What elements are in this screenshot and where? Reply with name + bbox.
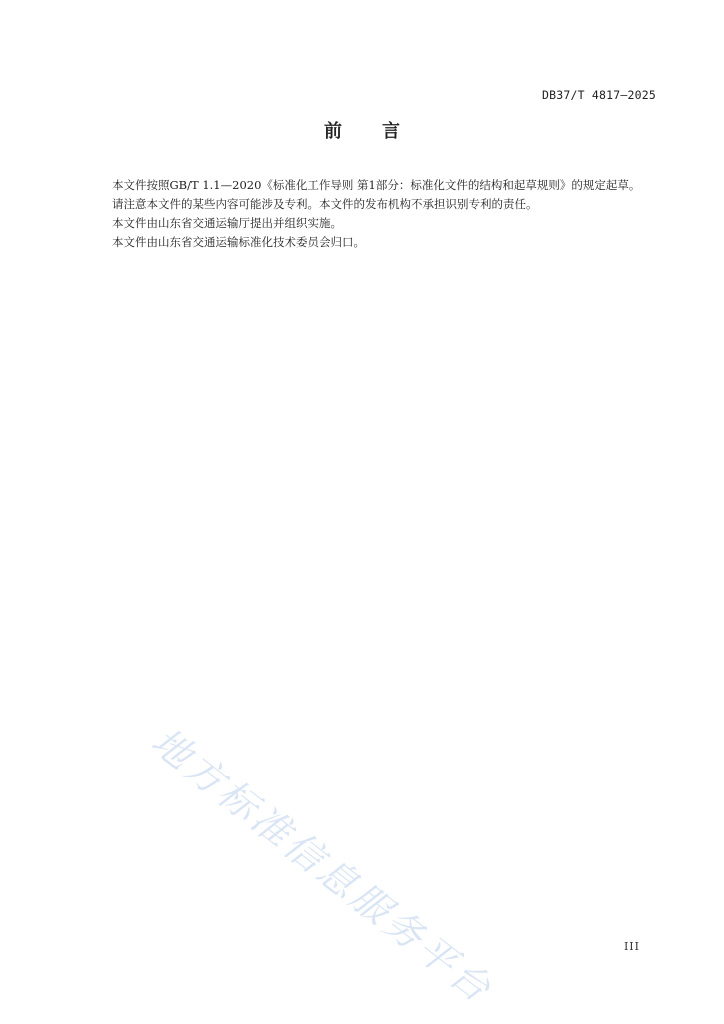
page-title	[0, 117, 724, 143]
title-char-1: 前	[324, 121, 342, 142]
paragraph-patent-notice: 请注意本文件的某些内容可能涉及专利。本文件的发布机构不承担识别专利的责任。	[112, 197, 538, 211]
paragraph-proposer: 本文件由山东省交通运输厅提出并组织实施。	[112, 216, 342, 230]
paragraph-drafting-rules: 本文件按照GB/T 1.1—2020《标准化工作导则 第1部分：标准化文件的结构和起草规则》的规定起草。	[112, 178, 641, 192]
document-code: DB37/T 4817—2025	[542, 88, 656, 102]
page-number: III	[623, 940, 640, 953]
title-char-2: 言	[382, 121, 400, 142]
watermark: 地方标准信息服务平台	[143, 719, 502, 1013]
paragraph-committee: 本文件由山东省交通运输标准化技术委员会归口。	[112, 235, 365, 249]
foreword-body	[88, 176, 660, 252]
